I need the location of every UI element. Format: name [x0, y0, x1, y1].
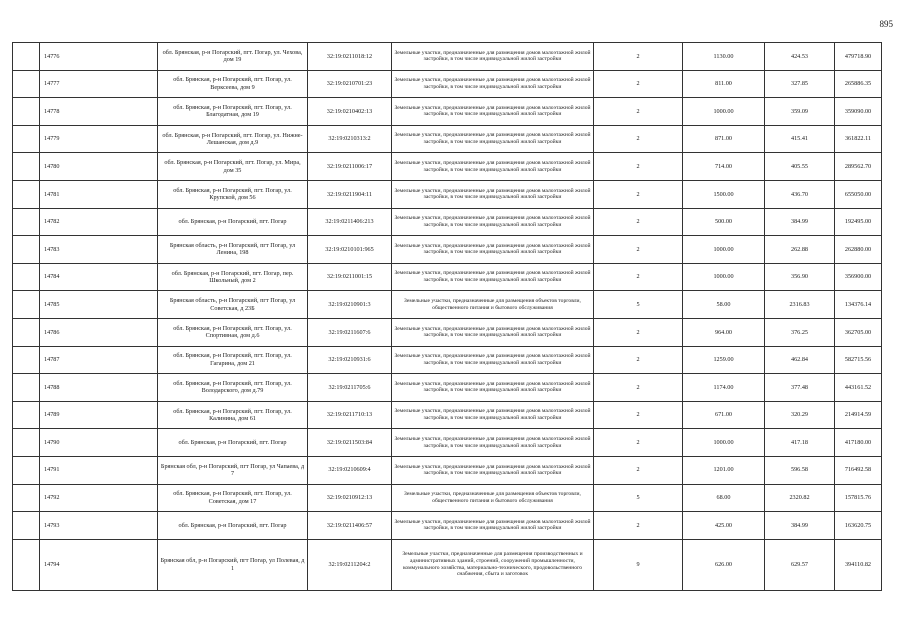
cadastral-number-cell: 32:19:0210313:2	[308, 125, 392, 153]
table-row	[13, 539, 882, 590]
row-number-cell: 14778	[40, 98, 158, 126]
specific-value-cell: 384.99	[765, 208, 835, 236]
area-cell: 626.00	[683, 539, 765, 590]
cadastral-number-cell: 32:19:0211710:13	[308, 401, 392, 429]
cadastral-value-cell: 443161.52	[835, 374, 882, 402]
table-row	[13, 125, 882, 153]
area-cell: 1201.00	[683, 456, 765, 484]
cadastral-number-cell: 32:19:0210912:13	[308, 484, 392, 512]
specific-value-cell: 415.41	[765, 125, 835, 153]
land-use-cell: Земельные участки, предназначенные для размещения домов малоэтажной жилой застройки, в том числе индивидуальной жилой застройки	[392, 180, 594, 208]
address-cell: Брянская область, р-н Погарский, пгт Погар, ул Советская, д 23Б	[158, 291, 308, 319]
group-cell: 2	[594, 263, 683, 291]
cadastral-value-cell: 192495.00	[835, 208, 882, 236]
cadastral-value-table	[12, 42, 882, 591]
cadastral-value-cell: 582715.56	[835, 346, 882, 374]
address-cell: обл. Брянская, р-н Погарский, пгт. Погар, ул. Гагарина, дом 21	[158, 346, 308, 374]
group-cell: 9	[594, 539, 683, 590]
table-row	[13, 291, 882, 319]
area-cell: 871.00	[683, 125, 765, 153]
area-cell: 500.00	[683, 208, 765, 236]
cadastral-value-cell: 163620.75	[835, 512, 882, 540]
group-cell: 5	[594, 484, 683, 512]
row-number-cell: 14779	[40, 125, 158, 153]
cadastral-value-cell: 716492.58	[835, 456, 882, 484]
address-cell: обл. Брянская, р-н Погарский, пгт. Погар, ул. Спортивная, дом д.6	[158, 318, 308, 346]
blank-margin-cell	[13, 456, 40, 484]
page-number: 895	[879, 19, 893, 29]
address-cell: обл. Брянская, р-н Погарский, пгт. Погар	[158, 429, 308, 457]
table-row	[13, 374, 882, 402]
specific-value-cell: 424.53	[765, 43, 835, 71]
cadastral-number-cell: 32:19:0211406:213	[308, 208, 392, 236]
address-cell: Брянская область, р-н Погарский, пгт Погар, ул Ленина, 198	[158, 236, 308, 264]
specific-value-cell: 327.85	[765, 70, 835, 98]
land-use-cell: Земельные участки, предназначенные для размещения домов малоэтажной жилой застройки, в том числе индивидуальной жилой застройки	[392, 98, 594, 126]
table-row	[13, 456, 882, 484]
land-use-cell: Земельные участки, предназначенные для размещения домов малоэтажной жилой застройки, в том числе индивидуальной жилой застройки	[392, 125, 594, 153]
blank-margin-cell	[13, 125, 40, 153]
group-cell: 2	[594, 236, 683, 264]
cadastral-number-cell: 32:19:0210101:965	[308, 236, 392, 264]
row-number-cell: 14793	[40, 512, 158, 540]
table-row	[13, 401, 882, 429]
land-use-cell: Земельные участки, предназначенные для размещения домов малоэтажной жилой застройки, в том числе индивидуальной жилой застройки	[392, 208, 594, 236]
land-use-cell: Земельные участки, предназначенные для размещения домов малоэтажной жилой застройки, в том числе индивидуальной жилой застройки	[392, 374, 594, 402]
area-cell: 964.00	[683, 318, 765, 346]
specific-value-cell: 262.88	[765, 236, 835, 264]
specific-value-cell: 2320.82	[765, 484, 835, 512]
group-cell: 2	[594, 125, 683, 153]
land-use-cell: Земельные участки, предназначенные для размещения домов малоэтажной жилой застройки, в том числе индивидуальной жилой застройки	[392, 70, 594, 98]
table-row	[13, 484, 882, 512]
area-cell: 1000.00	[683, 429, 765, 457]
blank-margin-cell	[13, 484, 40, 512]
row-number-cell: 14777	[40, 70, 158, 98]
specific-value-cell: 436.70	[765, 180, 835, 208]
specific-value-cell: 629.57	[765, 539, 835, 590]
land-use-cell: Земельные участки, предназначенные для размещения объектов торговли, общественного питания и бытового обслуживания	[392, 291, 594, 319]
group-cell: 2	[594, 70, 683, 98]
address-cell: обл. Брянская, р-н Погарский, пгт. Погар, ул. Советская, дом 17	[158, 484, 308, 512]
area-cell: 1000.00	[683, 263, 765, 291]
row-number-cell: 14791	[40, 456, 158, 484]
specific-value-cell: 320.29	[765, 401, 835, 429]
cadastral-value-cell: 359090.00	[835, 98, 882, 126]
land-use-cell: Земельные участки, предназначенные для размещения домов малоэтажной жилой застройки, в том числе индивидуальной жилой застройки	[392, 318, 594, 346]
group-cell: 2	[594, 318, 683, 346]
cadastral-number-cell: 32:19:0211001:15	[308, 263, 392, 291]
cadastral-value-cell: 262880.00	[835, 236, 882, 264]
cadastral-value-cell: 134376.14	[835, 291, 882, 319]
land-use-cell: Земельные участки, предназначенные для размещения домов малоэтажной жилой застройки, в том числе индивидуальной жилой застройки	[392, 263, 594, 291]
area-cell: 671.00	[683, 401, 765, 429]
cadastral-number-cell: 32:19:0210609:4	[308, 456, 392, 484]
blank-margin-cell	[13, 318, 40, 346]
area-cell: 714.00	[683, 153, 765, 181]
address-cell: Брянская обл, р-н Погарский, пгт Погар, ул Полевая, д 1	[158, 539, 308, 590]
group-cell: 2	[594, 429, 683, 457]
cadastral-number-cell: 32:19:0211204:2	[308, 539, 392, 590]
cadastral-number-cell: 32:19:0210402:13	[308, 98, 392, 126]
specific-value-cell: 376.25	[765, 318, 835, 346]
cadastral-value-cell: 157815.76	[835, 484, 882, 512]
table-row	[13, 236, 882, 264]
group-cell: 2	[594, 456, 683, 484]
area-cell: 1000.00	[683, 236, 765, 264]
area-cell: 68.00	[683, 484, 765, 512]
group-cell: 2	[594, 346, 683, 374]
group-cell: 2	[594, 208, 683, 236]
specific-value-cell: 2316.83	[765, 291, 835, 319]
land-use-cell: Земельные участки, предназначенные для размещения домов малоэтажной жилой застройки, в том числе индивидуальной жилой застройки	[392, 512, 594, 540]
blank-margin-cell	[13, 236, 40, 264]
land-use-cell: Земельные участки, предназначенные для размещения домов малоэтажной жилой застройки, в том числе индивидуальной жилой застройки	[392, 401, 594, 429]
land-use-cell: Земельные участки, предназначенные для размещения домов малоэтажной жилой застройки, в том числе индивидуальной жилой застройки	[392, 236, 594, 264]
address-cell: обл. Брянская, р-н Погарский, пгт. Погар	[158, 208, 308, 236]
table-row	[13, 208, 882, 236]
specific-value-cell: 356.90	[765, 263, 835, 291]
table-row	[13, 318, 882, 346]
table-row	[13, 263, 882, 291]
cadastral-value-cell: 655050.00	[835, 180, 882, 208]
address-cell: обл. Брянская, р-н Погарский, пгт. Погар, ул. Чехова, дом 19	[158, 43, 308, 71]
area-cell: 811.00	[683, 70, 765, 98]
land-use-cell: Земельные участки, предназначенные для размещения домов малоэтажной жилой застройки, в том числе индивидуальной жилой застройки	[392, 153, 594, 181]
blank-margin-cell	[13, 180, 40, 208]
land-use-cell: Земельные участки, предназначенные для размещения объектов торговли, общественного питания и бытового обслуживания	[392, 484, 594, 512]
row-number-cell: 14785	[40, 291, 158, 319]
blank-margin-cell	[13, 346, 40, 374]
area-cell: 1130.00	[683, 43, 765, 71]
cadastral-number-cell: 32:19:0210701:23	[308, 70, 392, 98]
address-cell: обл. Брянская, р-н Погарский, пгт. Погар, ул. Володарского, дом д.79	[158, 374, 308, 402]
row-number-cell: 14788	[40, 374, 158, 402]
address-cell: обл. Брянская, р-н Погарский, пгт. Погар, пер. Школьный, дом 2	[158, 263, 308, 291]
row-number-cell: 14792	[40, 484, 158, 512]
table-body	[13, 43, 882, 591]
row-number-cell: 14784	[40, 263, 158, 291]
cadastral-value-cell: 265886.35	[835, 70, 882, 98]
address-cell: обл. Брянская, р-н Погарский, пгт. Погар, ул. Верксеева, дом 9	[158, 70, 308, 98]
blank-margin-cell	[13, 429, 40, 457]
cadastral-number-cell: 32:19:0211904:11	[308, 180, 392, 208]
blank-margin-cell	[13, 291, 40, 319]
blank-margin-cell	[13, 374, 40, 402]
blank-margin-cell	[13, 263, 40, 291]
table-row	[13, 512, 882, 540]
table-row	[13, 98, 882, 126]
address-cell: обл. Брянская, р-н Погарский, пгт. Погар, ул. Крупской, дом 56	[158, 180, 308, 208]
row-number-cell: 14780	[40, 153, 158, 181]
address-cell: Брянская обл, р-н Погарский, пгт Погар, ул Чапаева, д 7	[158, 456, 308, 484]
cadastral-number-cell: 32:19:0211705:6	[308, 374, 392, 402]
cadastral-number-cell: 32:19:0211503:84	[308, 429, 392, 457]
cadastral-number-cell: 32:19:0210931:6	[308, 346, 392, 374]
land-use-cell: Земельные участки, предназначенные для размещения домов малоэтажной жилой застройки, в том числе индивидуальной жилой застройки	[392, 346, 594, 374]
area-cell: 1259.00	[683, 346, 765, 374]
row-number-cell: 14781	[40, 180, 158, 208]
group-cell: 2	[594, 401, 683, 429]
specific-value-cell: 377.48	[765, 374, 835, 402]
land-use-cell: Земельные участки, предназначенные для размещения домов малоэтажной жилой застройки, в том числе индивидуальной жилой застройки	[392, 456, 594, 484]
table-row	[13, 346, 882, 374]
address-cell: обл. Брянская, р-н Погарский, пгт. Погар, ул. Мира, дом 35	[158, 153, 308, 181]
group-cell: 2	[594, 374, 683, 402]
blank-margin-cell	[13, 512, 40, 540]
land-use-cell: Земельные участки, предназначенные для размещения домов малоэтажной жилой застройки, в том числе индивидуальной жилой застройки	[392, 429, 594, 457]
cadastral-value-cell: 394110.82	[835, 539, 882, 590]
cadastral-value-cell: 356900.00	[835, 263, 882, 291]
blank-margin-cell	[13, 43, 40, 71]
specific-value-cell: 462.84	[765, 346, 835, 374]
row-number-cell: 14789	[40, 401, 158, 429]
table-row	[13, 180, 882, 208]
row-number-cell: 14787	[40, 346, 158, 374]
blank-margin-cell	[13, 401, 40, 429]
land-use-cell: Земельные участки, предназначенные для размещения производственных и административных зданий, строений, сооружений промышленности, коммунального хозяйства, материально-технического, продовольственного снабжения, сбыта и заготовок	[392, 539, 594, 590]
row-number-cell: 14794	[40, 539, 158, 590]
cadastral-number-cell: 32:19:0210901:3	[308, 291, 392, 319]
cadastral-number-cell: 32:19:0211006:17	[308, 153, 392, 181]
group-cell: 2	[594, 98, 683, 126]
address-cell: обл. Брянская, р-н Погарский, пгт. Погар	[158, 512, 308, 540]
table-row	[13, 70, 882, 98]
blank-margin-cell	[13, 70, 40, 98]
area-cell: 425.00	[683, 512, 765, 540]
row-number-cell: 14783	[40, 236, 158, 264]
blank-margin-cell	[13, 153, 40, 181]
cadastral-value-cell: 417180.00	[835, 429, 882, 457]
specific-value-cell: 405.55	[765, 153, 835, 181]
row-number-cell: 14776	[40, 43, 158, 71]
land-use-cell: Земельные участки, предназначенные для размещения домов малоэтажной жилой застройки, в том числе индивидуальной жилой застройки	[392, 43, 594, 71]
group-cell: 5	[594, 291, 683, 319]
specific-value-cell: 596.58	[765, 456, 835, 484]
cadastral-value-cell: 361822.11	[835, 125, 882, 153]
specific-value-cell: 359.09	[765, 98, 835, 126]
area-cell: 1500.00	[683, 180, 765, 208]
group-cell: 2	[594, 43, 683, 71]
group-cell: 2	[594, 512, 683, 540]
cadastral-number-cell: 32:19:0211018:12	[308, 43, 392, 71]
area-cell: 1174.00	[683, 374, 765, 402]
blank-margin-cell	[13, 98, 40, 126]
specific-value-cell: 417.18	[765, 429, 835, 457]
group-cell: 2	[594, 180, 683, 208]
area-cell: 58.00	[683, 291, 765, 319]
cadastral-number-cell: 32:19:0211406:57	[308, 512, 392, 540]
cadastral-value-cell: 479718.90	[835, 43, 882, 71]
blank-margin-cell	[13, 539, 40, 590]
row-number-cell: 14786	[40, 318, 158, 346]
address-cell: обл. Брянская, р-н Погарский, пгт. Погар, ул. Нижне-Лешанская, дом д.9	[158, 125, 308, 153]
blank-margin-cell	[13, 208, 40, 236]
cadastral-number-cell: 32:19:0211607:6	[308, 318, 392, 346]
address-cell: обл. Брянская, р-н Погарский, пгт. Погар, ул. Калинина, дом 61	[158, 401, 308, 429]
row-number-cell: 14782	[40, 208, 158, 236]
cadastral-value-cell: 214914.59	[835, 401, 882, 429]
table-row	[13, 429, 882, 457]
cadastral-value-cell: 289562.70	[835, 153, 882, 181]
table-row	[13, 43, 882, 71]
area-cell: 1000.00	[683, 98, 765, 126]
table-row	[13, 153, 882, 181]
cadastral-value-cell: 362705.00	[835, 318, 882, 346]
address-cell: обл. Брянская, р-н Погарский, пгт. Погар, ул. Благодатная, дом 19	[158, 98, 308, 126]
specific-value-cell: 384.99	[765, 512, 835, 540]
group-cell: 2	[594, 153, 683, 181]
row-number-cell: 14790	[40, 429, 158, 457]
